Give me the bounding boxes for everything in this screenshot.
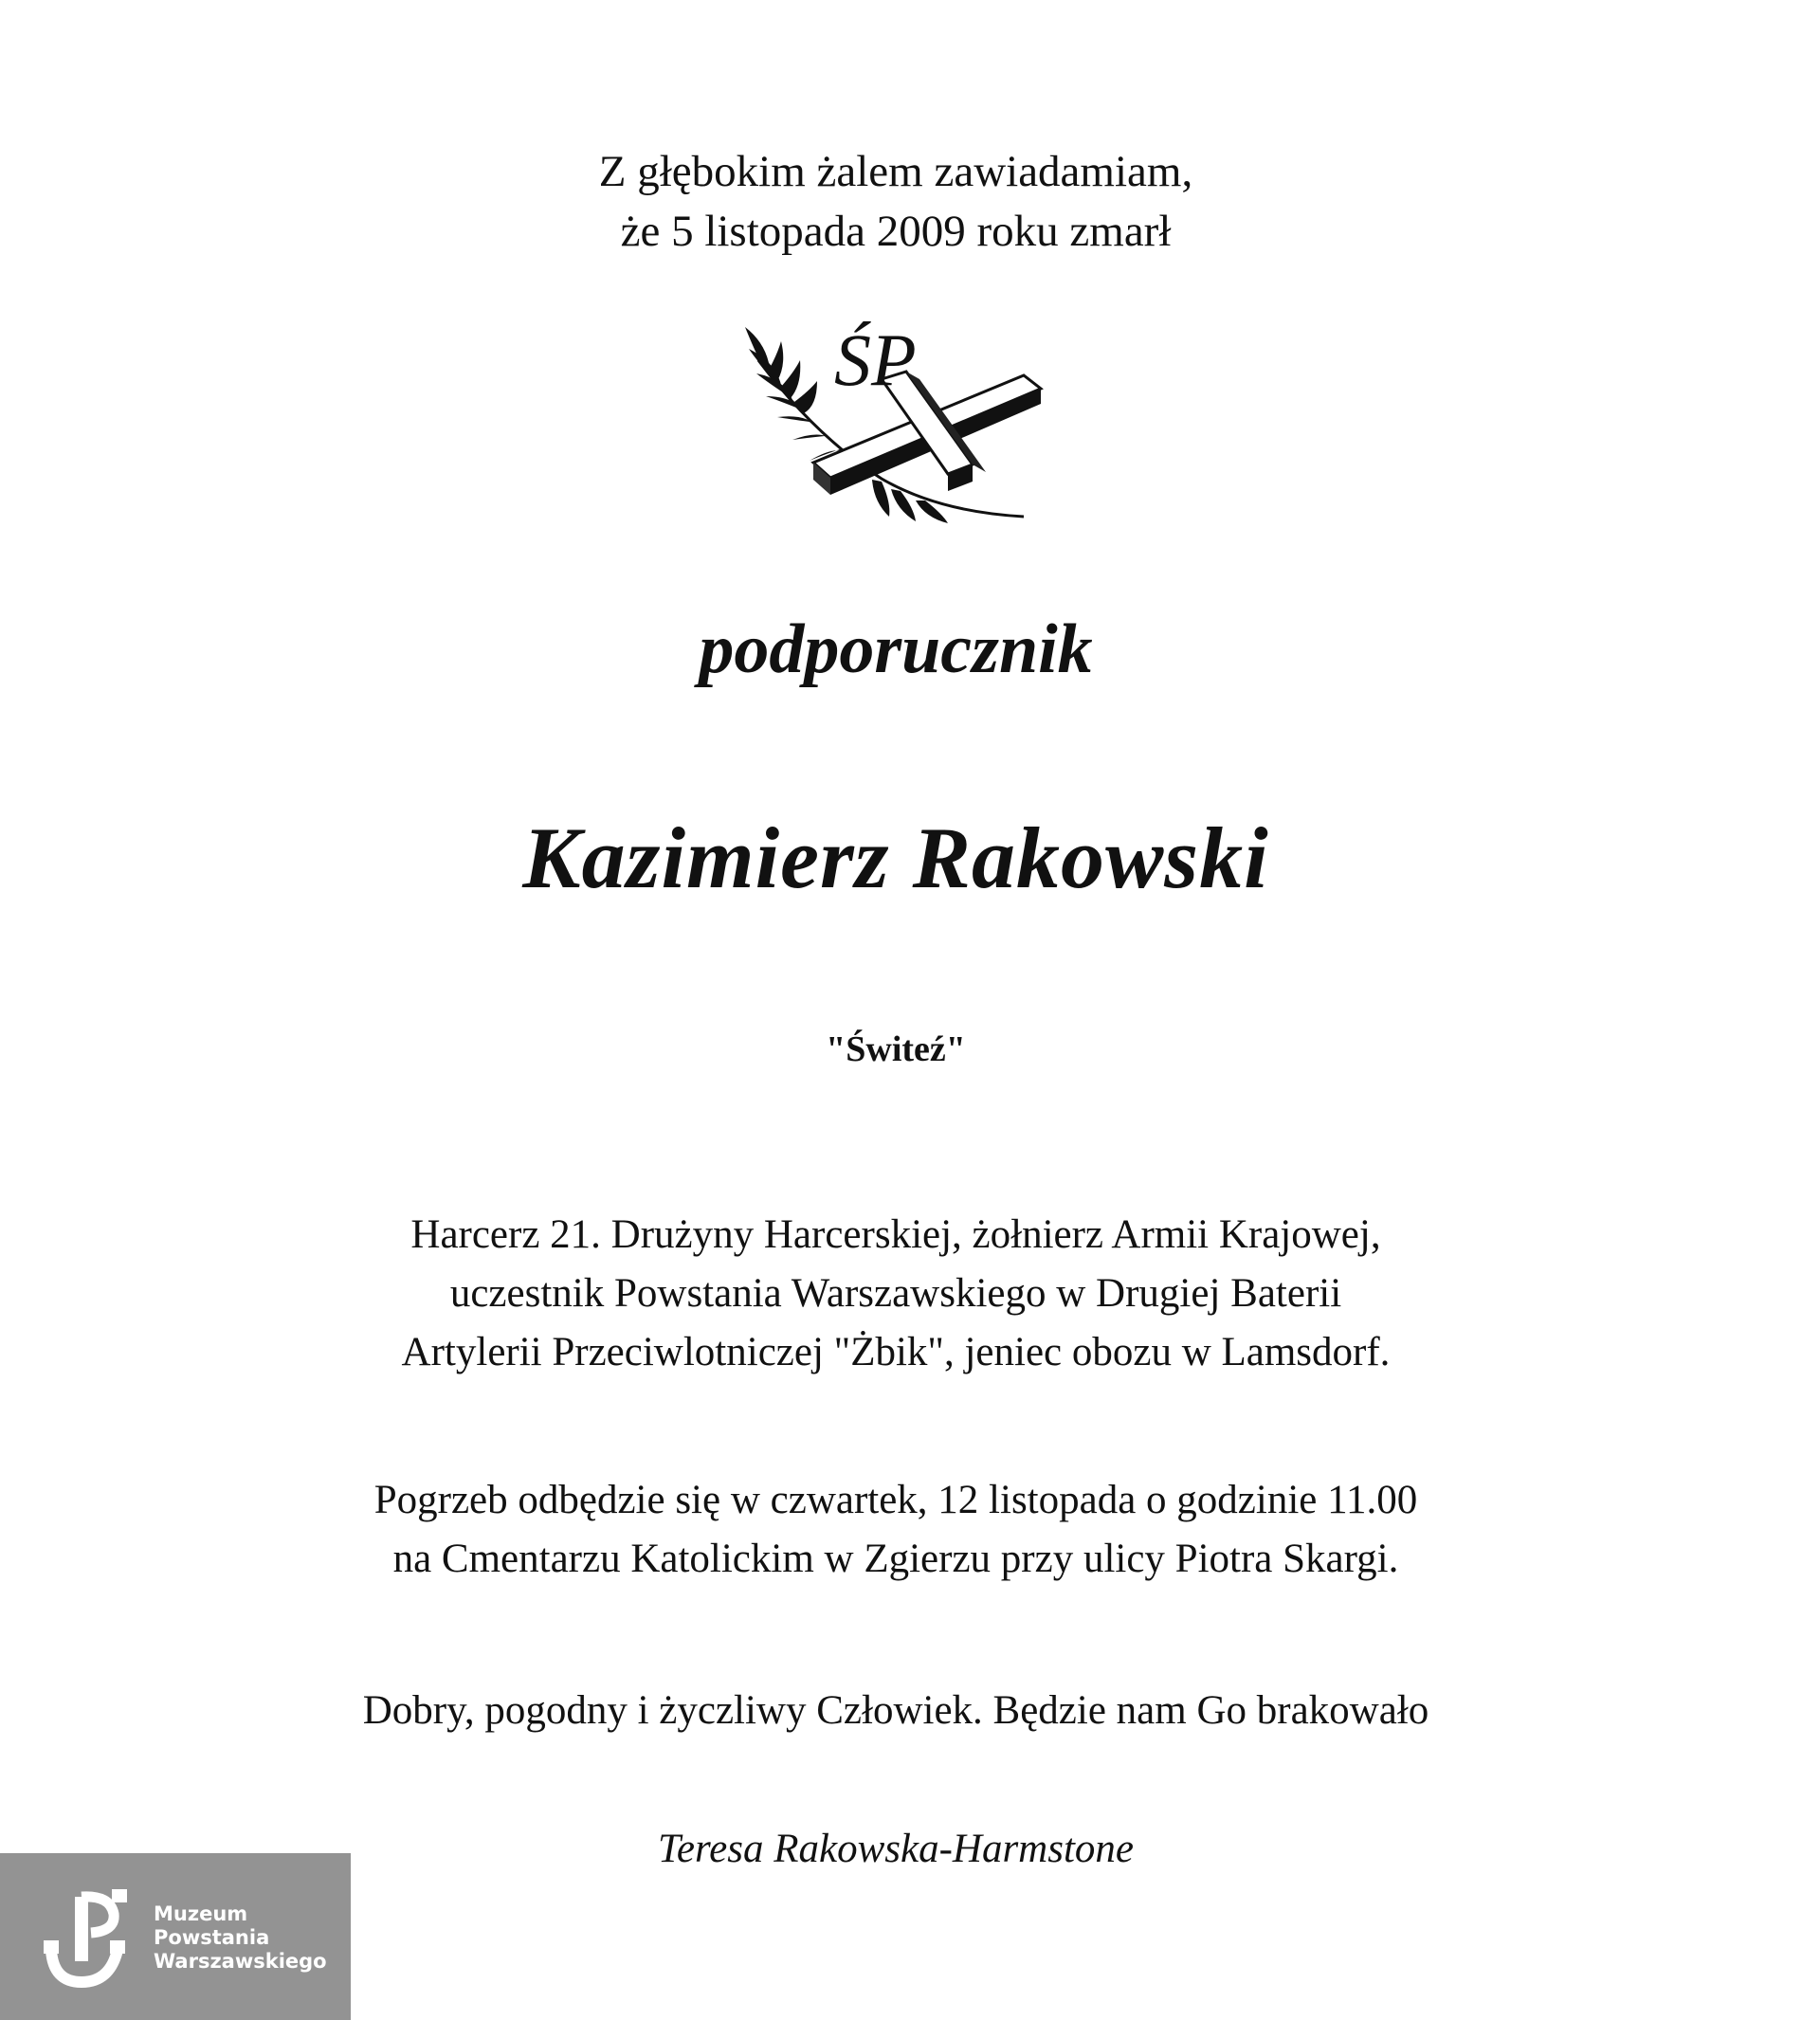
funeral-info [0, 1471, 1792, 1589]
museum-name-line-1: Muzeum [154, 1902, 248, 1925]
sp-label: ŚP [834, 318, 917, 401]
museum-name-line-3: Warszawskiego [154, 1950, 327, 1973]
bio-line-1: Harcerz 21. Drużyny Harcerskiej, żołnierz Armii Krajowej, [410, 1212, 1381, 1257]
intro-line-1: Z głębokim żalem zawiadamiam, [598, 147, 1193, 196]
funeral-line-2: na Cmentarzu Katolickim w Zgierzu przy ulicy Piotra Skargi. [392, 1537, 1399, 1581]
farewell-text: Dobry, pogodny i życzliwy Człowiek. Będzie nam Go brakowało [362, 1688, 1429, 1733]
signature: Teresa Rakowska-Harmstone [657, 1827, 1135, 1871]
museum-name-line-2: Powstania [154, 1926, 270, 1949]
intro-line-2: że 5 listopada 2009 roku zmarł [620, 207, 1172, 256]
deceased-name: Kazimierz Rakowski [522, 810, 1269, 906]
museum-watermark [0, 1853, 351, 2020]
museum-name [154, 1902, 327, 1974]
rank-title: podporucznik [699, 610, 1093, 688]
pseudonym: "Świteź" [826, 1029, 966, 1069]
bio-line-3: Artylerii Przeciwlotniczej "Żbik", jeniec obozu w Lamsdorf. [401, 1330, 1391, 1374]
intro-text [0, 142, 1792, 262]
kotwica-anchor-icon [44, 1887, 138, 1993]
bio-line-2: uczestnik Powstania Warszawskiego w Drugiej Baterii [449, 1271, 1342, 1316]
biography [0, 1206, 1792, 1382]
funeral-line-1: Pogrzeb odbędzie się w czwartek, 12 listopada o godzinie 11.00 [373, 1478, 1418, 1522]
